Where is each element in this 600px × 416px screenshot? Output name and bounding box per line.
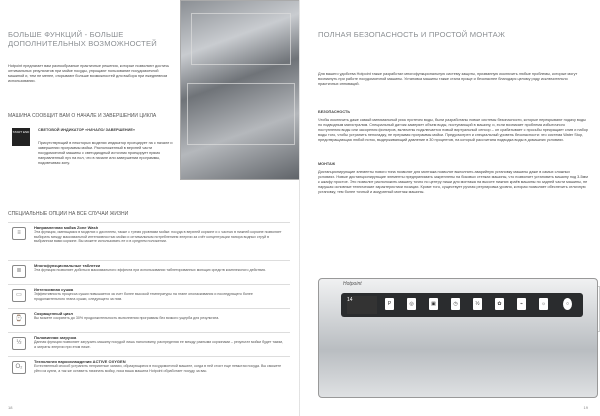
page-title: БОЛЬШЕ ФУНКЦИЙ - БОЛЬШЕ ДОПОЛНИТЕЛЬНЫХ ВОЗМОЖНОСТЕЙ xyxy=(8,30,157,48)
tablets-icon: ≣ xyxy=(12,265,26,278)
feature-row xyxy=(8,222,290,259)
safety-text: Чтобы исключить даже самый минимальный риск протечек воды, были разработаны новые системы безопасности, которые перекрывают подачу воды по подводным магистралям. Специальный датчик замеряет объем воды, поступающий в машину, и, если возникает проблема избыточного поступления воды или засорения фильтров, включены подключается новый виртуальный сенсор – он срабатывает с просьбы прекращает слив и набор воды того, чтобы устранить неполадку, не прерывая программы мойки. Предусмотрен и специальный уровень безопасности: это система Water Stop, предотвращающая любой поток, выдерживающий давление в 30 процентов, на который рассчитана подводка воды в домашних условиях. xyxy=(318,118,588,142)
panel-button: ☼ xyxy=(539,298,548,310)
feature-title: Сокращенный цикл xyxy=(34,311,73,316)
feature-body: Эта функция позволяет добиться максимального эффекта при использовании таблетированных моющих средств комплексного действия. xyxy=(34,268,266,272)
upper-rack xyxy=(191,13,291,65)
start-end-logo: START END xyxy=(12,128,30,146)
feature-row xyxy=(8,356,290,387)
feature-title: Технология пароохлаждения ACTIVE OXYGEN xyxy=(34,359,126,364)
indicator-body: Присутствующий в некоторых моделях индикатор проецирует на с начале и завершении программы мойки. Расположенный в верхней части посудомоечной машины с светодиодный источник проецирует прямо направленный луч на пол, что в начале или завершении программы, подсвечивая зону. xyxy=(38,141,173,165)
feature-title: Многофункциональные таблетки xyxy=(34,263,101,268)
intro-text: Для вашего удобства Hotpoint также разработал многофункциональную систему защиты, призванную исключить любые проблемы, которые могут возникнуть при работе посудомоечной машины. Установка машины также стала проще и безопаснее благодаря целому ряду исключительно практичных инноваций. xyxy=(318,72,578,86)
feature-row xyxy=(8,332,290,355)
dishwasher-interior-photo xyxy=(180,0,302,180)
zone-wash-icon: ≡ xyxy=(12,227,26,240)
section-subtitle: МАШИНА СООБЩИТ ВАМ О НАЧАЛЕ И ЗАВЕРШЕНИИ ЦИКЛА xyxy=(8,113,157,119)
panel-button: ⌁ xyxy=(517,298,526,310)
panel-button: ▣ xyxy=(429,298,438,310)
feature-row xyxy=(8,284,290,307)
feature-title: Половинная загрузка xyxy=(34,335,77,340)
lower-rack xyxy=(187,83,295,145)
install-subtitle: МОНТАЖ xyxy=(318,162,336,166)
feature-body: Вы можете сократить до 30% продолжительность выполнения программы без всякого ущерба для результата. xyxy=(34,316,220,320)
drying-icon: ▭ xyxy=(12,289,26,302)
feature-row xyxy=(8,308,290,331)
control-bar xyxy=(341,293,583,317)
control-panel-photo xyxy=(318,278,598,398)
power-button: ○ xyxy=(563,298,572,310)
clock-icon: ⌚ xyxy=(12,313,26,326)
oxygen-icon: O₂ xyxy=(12,361,26,374)
panel-button: ◷ xyxy=(451,298,460,310)
feature-title: Интенсивная сушка xyxy=(34,287,74,292)
feature-body: Данная функция позволяет загрузить машину посудой лишь наполовину, распределяя ее между разными корзинами – результат мойки будет таким, а затраты энергии при этом ниже. xyxy=(34,340,284,349)
program-button: P xyxy=(385,298,394,310)
panel-button: ◎ xyxy=(407,298,416,310)
options-subtitle: СПЕЦИАЛЬНЫЕ ОПЦИИ НА ВСЕ СЛУЧАИ ЖИЗНИ xyxy=(8,211,129,217)
panel-button: ✿ xyxy=(495,298,504,310)
brand-label: Hotpoint xyxy=(343,281,362,287)
half-load-icon: ½ xyxy=(12,337,26,350)
page-number: 19 xyxy=(583,405,588,410)
display-value: 14 xyxy=(347,297,353,303)
install-text: Дистанционирующие элементы нового типа позволят для монтажа позволят выполнить аварийную установку машины даже в самых сложных условиях. Новые дистанционирующие элементы предпринимать закреплены на боковых стенках машины, что позволяет установить машину под 3-5мм к шкафу простое. Это позволит расположить машину точно по центру ниши для монтажа на высоте нижних краёв машины по задней части машины, не нарушая основные технические характеристики позиции. Кроме того, существует ручная регулировка уровня, которая позволяет обеспечить отличную установку, тем более точный и аккуратный монтаж машины. xyxy=(318,170,588,194)
safety-subtitle: БЕЗОПАСНОСТЬ xyxy=(318,110,351,114)
page-number: 18 xyxy=(8,405,13,410)
feature-body: Эта функция, имеющаяся в моделях с дисплеем, также с тремя уровнями мойки: посуда в верхней корзине и с частью в нижней корзине позволяет выбирать между максимальной интенсивностью мойки и оптимальным потреблением энергии за счёт концентрации напора водных струй в выбранном вами корзине. Вы можете использовать ее и в среднем положении. xyxy=(34,230,282,244)
feature-title: Направленная мойка Zone Wash xyxy=(34,225,99,230)
panel-button: ½ xyxy=(473,298,482,310)
feature-body: Эффективность процесса сушки повышается за счет более высокой температуры на этапе ополаскивания и последующего более продолжительного этапа сушки, следующего за ним. xyxy=(34,292,253,301)
page-title: ПОЛНАЯ БЕЗОПАСНОСТЬ И ПРОСТОЙ МОНТАЖ xyxy=(318,30,506,39)
feature-row xyxy=(8,260,290,283)
indicator-title: СВЕТОВОЙ ИНДИКАТОР «НАЧАЛО/ ЗАВЕРШЕНИЕ» xyxy=(38,128,135,132)
feature-body: Естественный способ устранить неприятные запахи, образующиеся в посудомоечной машине, когда в ней стоит еще немытая посуда. Вы сможете уйти из кухни, а так же оставить начинать мойку, пока ваша машина Hotpoint обработает посуду за вас. xyxy=(34,364,282,373)
intro-text: Hotpoint предлагает вам разнообразные практичные решения, которые позволяют достичь оптимальных результатов при мойке посуды, упрощают пользование посудомоечной машиной и, тем не менее, открывают больше возможностей для выбора при ежедневном использовании. xyxy=(8,64,170,83)
display xyxy=(347,296,377,314)
